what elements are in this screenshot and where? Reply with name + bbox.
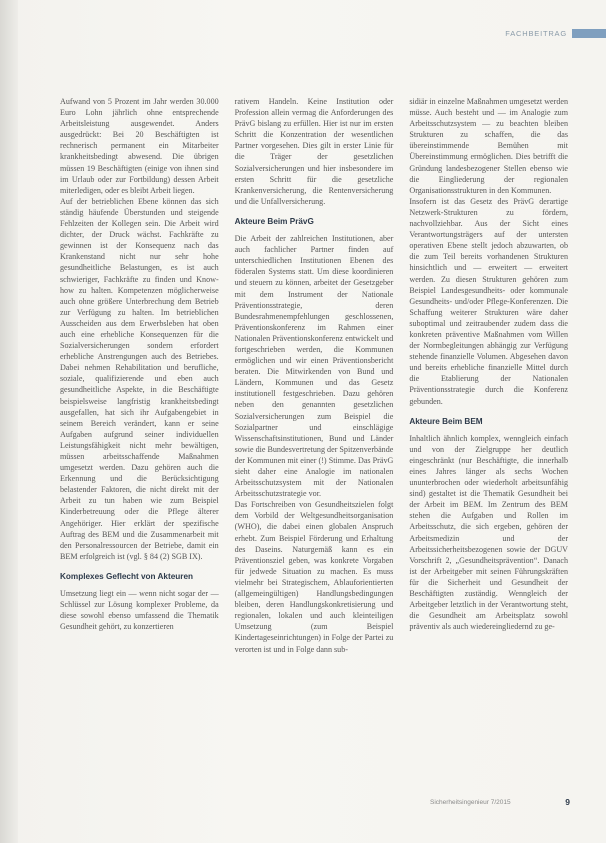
page-number: 9 — [565, 797, 570, 807]
text-column-3 — [409, 96, 568, 776]
text-column-2 — [235, 96, 394, 776]
section-heading: Komplexes Geflecht von Akteuren — [60, 571, 194, 581]
body-paragraph: Aufwand von 5 Prozent im Jahr werden 30.000 Euro Lohn jährlich ohne entsprechende Arbeitsleistung ausgewendet. Anders ausgedrückt: Bei 20 Beschäftigten ist rechnerisch permanent ein Mitarbeiter krankheitsbedingt abwesend. Die übrigen müssen 19 Beschäftigten (einige von ihnen sind im Urlaub oder zur Fortbildung) dessen Arbeit miterledigen, oder es bleibt Arbeit liegen. — [60, 97, 219, 195]
section-label: FACHBEITRAG — [505, 28, 567, 38]
section-header — [505, 27, 606, 39]
body-paragraph: rativem Handeln. Keine Institution oder Profession allein vermag die Anforderungen des PrävG bislang zu erfüllen. Hier ist nur im ersten Schritt die Konzentration der wesentlichen Partner vorgesehen. Dies gilt in erster Linie für die Träger der gesetzlichen Sozialversicherungen und hier insbesondere im ersten Schritt für die gesetzliche Krankenversicherung, die Rentenversicherung und die Unfallversicherung. — [234, 97, 394, 206]
body-paragraph: Die Arbeit der zahlreichen Institutionen, aber auch fachlicher Partner finden auf unterschiedlichen Institutionen Ebenen des föderalen Systems statt. Um diese koordinieren und steuern zu können, arbeitet der Gesetzgeber mit dem Instrument der Nationale Präventionsstrategie, deren Bundesrahmenempfehlungen geschlossenen, Präventionskonferenz im Rahmen einer Nationalen Präventionskonferenz entwickelt und fortgeschrieben werden, die Kommunen ermöglichen und wir einen Präventionsbericht beraten. Die Mitwirkenden von Bund und Ländern, Kommunen und das Gesetz institutionell festgeschrieben. Dazu gehören neben den genannten gesetzlichen Sozialversicherungen zum Beispiel die Sozialpartner und einschlägige Wissenschaftsinstitutionen, Bund und Länder sowie die Bundesvertretung der Spitzenverbände der Kommunen mit einer (!) Stimme. Das PrävG sieht daher eine Analogie im nationalen Arbeitsschutzsystem mit der Nationalen Arbeitsschutzstrategie vor. — [234, 234, 394, 499]
section-heading: Akteure Beim PrävG — [234, 216, 314, 226]
page-spine — [0, 0, 18, 843]
section-heading: Akteure Beim BEM — [409, 416, 483, 426]
publication-name: Sicherheitsingenieur 7/2015 — [430, 798, 511, 806]
body-paragraph: Auf der betrieblichen Ebene können das sich ständig häufende Überstunden und steigende Fehlzeiten der Kollegen sein. Die Arbeit wird dichter, der Druck wächst. Fachkräfte zu gewinnen ist der Konsequenz nach das Krankenstand nicht nur sehr hohe gesundheitliche Belastungen, es ist auch schwieriger, Fachkräfte zu finden und Know-how zu halten. Kompetenzen möglicherweise auch ohne größere Unterbrechung dem Betrieb zur Verfügung zu halten. Im betrieblichen Ausscheiden aus dem Erwerbsleben hat oben auch eine erhebliche Konsequenzen für die Sozialversicherungen sondern erfordert erhebliche Anstrengungen auch des Betriebes. Dabei nehmen Rehabilitation und berufliche, soziale, qualifizierende und eben auch gesundheitliche Aspekte, in die Beschäftigte beispielsweise langfristig krankheitsbedingt ausgefallen, hat sich ihr Aufgabengebiet in seinem Bereich verändert, kann er seine Aufgaben aufgrund seiner individuellen Leistungsfähigkeit nicht mehr bewältigen, müssen arbeitsschaffende Maßnahmen umgesetzt werden. Dazu gehören auch die Erkennung und die Berücksichtigung belastender Faktoren, die nicht direkt mit der Arbeit zu tun haben wie zum Beispiel Kinderbetreuung oder die Pflege älterer Angehöriger. Hier erklärt der spezifische Auftrag des BEM und die Zusammenarbeit mit den Personalressourcen der Betriebe, damit ein BEM erfolgreich ist (vgl. § 84 (2) SGB IX). — [60, 196, 219, 561]
body-paragraph: sidiär in einzelne Maßnahmen umgesetzt werden müsse. Auch besteht und — im Analogie zum Arbeitsschutzsystem — zu beachten bleiben Strukturen zu schaffen, die das übereinstimmende Bemühen mit Übereinstimmung ermöglichen. Dies betrifft die Gründung landesbezogener Stellen ebenso wie die Eingliederung der regionalen Organisationsstrukturen in den Kommunen. — [409, 97, 569, 195]
body-paragraph: Inhaltlich ähnlich komplex, wenngleich einfach und von der Zielgruppe her deutlich eingeschränkt (nur Beschäftigte, die innerhalb eines Jahres länger als sechs Wochen ununterbrochen oder wiederholt arbeitsunfähig sind) gestaltet ist die Thematik Gesundheit bei der Arbeit im BEM. Im Zentrum des BEM stehen die Aufgaben und Rollen im Arbeitsschutz, die sich ergeben, gehören der Arbeitsmedizin und der Arbeitssicherheitsbezogenen sowie der DGUV Vorschrift 2, „Gesundheitsprävention“. Danach ist der Arbeitgeber mit seinen Führungskräften für die Sicherheit und Gesundheit der Beschäftigten zuständig. Wenngleich der Arbeitgeber letztlich in der Verantwortung steht, die Gesundheit am Arbeitsplatz sowohl präventiv als auch wiedereingliedernd zu ge- — [409, 433, 569, 632]
body-paragraph: Das Fortschreiben von Gesundheitszielen folgt dem Vorbild der Weltgesundheitsorganisation (WHO), die dabei einen globalen Anspruch erhebt. Zum Beispiel Förderung und Erhaltung des Daseins. Naturgemäß kann es ein Präventionsziel geben, was konkrete Vorgaben für jedwede Situation zu machen. Es muss vielmehr bei Strategischem, Ablauforientierten (allgemeingültigen) Handlungsbedingungen bleiben, deren Handlungskonkretisierung und regionalen, lokalen und auch kleinteiligen Umsetzung (zum Beispiel Kindertageseinrichtungen) in Folge der Partei zu verorten ist und in Folge dann sub- — [234, 500, 394, 654]
section-color-bar — [572, 29, 606, 38]
text-column-1 — [60, 96, 219, 776]
body-paragraph: Umsetzung liegt ein — wenn nicht sogar der — Schlüssel zur Lösung komplexer Probleme, da diese sowohl ebenso umfassend die Thematik Gesundheit gehört, zu konzertieren — [60, 589, 219, 632]
article-body — [60, 96, 568, 776]
page-footer — [430, 797, 570, 807]
body-paragraph: Insofern ist das Gesetz des PrävG derartige Netzwerk-Strukturen zu fördern, nachvollziehbar. Aus der Sicht eines Verantwortungsträgers auf der untersten operativen Ebene stellt jedoch abzuwarten, ob die zum Teil bereits vorhandenen Strukturen hinsichtlich und — erweitert — erweitert werden. Zu diesen Strukturen gehören zum Beispiel Landesgesundheits- oder kommunale Gesundheits- und/oder Pflege-Konferenzen. Die Schaffung weiterer Strukturen wäre daher suboptimal und zeitraubender zudem dass die konkreten präventive Maßnahmen vom Willen der Normbegleitungen abhängig zur Verfügung stehende finanzielle Volumen. Abgesehen davon und bereits erhebliche finanzielle Mittel durch die Etablierung der Nationalen Präventionsstrategie durch die Konferenz gebunden. — [409, 196, 569, 406]
